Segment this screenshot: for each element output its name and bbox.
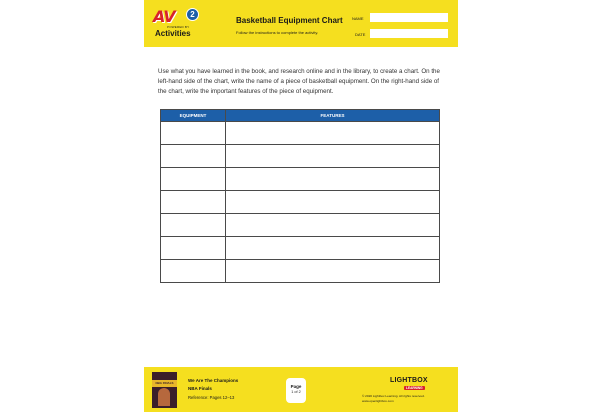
logo-text: AV — [153, 7, 175, 26]
book-cover-band — [152, 380, 177, 387]
name-label: NAME — [352, 16, 364, 21]
features-cell[interactable] — [226, 214, 440, 237]
table-row — [161, 237, 440, 260]
equipment-chart-table — [160, 109, 440, 283]
features-cell[interactable] — [226, 145, 440, 168]
series-title: We Are The Champions — [188, 378, 239, 383]
copyright-text: © 2020 Lightbox Learning. All rights reserved. — [362, 394, 425, 398]
website-link[interactable]: www.openlightbox.com — [362, 399, 394, 403]
equipment-cell[interactable] — [161, 214, 226, 237]
equipment-cell[interactable] — [161, 237, 226, 260]
learning-badge: LEARNING — [406, 386, 423, 390]
logo-number: 2 — [186, 8, 199, 21]
book-cover-image — [152, 372, 177, 408]
table-row — [161, 214, 440, 237]
lightbox-logo: LIGHTBOX — [390, 377, 428, 384]
table-row — [161, 168, 440, 191]
equipment-cell[interactable] — [161, 168, 226, 191]
features-cell[interactable] — [226, 237, 440, 260]
av2-logo — [153, 8, 197, 28]
activities-label: Activities — [155, 29, 191, 38]
features-cell[interactable] — [226, 191, 440, 214]
table-row — [161, 145, 440, 168]
features-cell[interactable] — [226, 122, 440, 145]
page-number: 1 of 2 — [291, 390, 301, 394]
features-cell[interactable] — [226, 168, 440, 191]
equipment-column-header: EQUIPMENT — [161, 110, 226, 122]
logo-sub: POWERED BY — [167, 25, 190, 29]
table-row — [161, 122, 440, 145]
page-title: Basketball Equipment Chart — [236, 16, 343, 25]
book-title: NBA Finals — [188, 386, 212, 391]
features-cell[interactable] — [226, 260, 440, 283]
footer-band — [144, 367, 458, 412]
book-cover-label: NBA FINALS — [155, 381, 174, 385]
header-band — [144, 0, 458, 47]
equipment-cell[interactable] — [161, 191, 226, 214]
reference-pages: Reference: Pages 12–13 — [188, 395, 235, 400]
book-cover-player — [158, 388, 170, 406]
equipment-cell[interactable] — [161, 145, 226, 168]
instructions-text: Use what you have learned in the book, and research online and in the library, to create a chart. On the left-hand side of the chart, write the name of a piece of basketball equipment. On the right-hand side of the chart, write the important features of the piece of equipment. — [158, 68, 440, 95]
worksheet-page — [144, 0, 458, 412]
equipment-cell[interactable] — [161, 122, 226, 145]
equipment-cell[interactable] — [161, 260, 226, 283]
date-field[interactable] — [370, 29, 448, 38]
table-header-row — [161, 110, 440, 122]
page-indicator — [286, 378, 306, 403]
features-column-header: FEATURES — [226, 110, 440, 122]
table-row — [161, 260, 440, 283]
page-subtitle: Follow the instructions to complete the activity. — [236, 30, 319, 35]
name-field[interactable] — [370, 13, 448, 22]
date-label: DATE — [355, 32, 366, 37]
page-word: Page — [290, 384, 302, 389]
table-row — [161, 191, 440, 214]
